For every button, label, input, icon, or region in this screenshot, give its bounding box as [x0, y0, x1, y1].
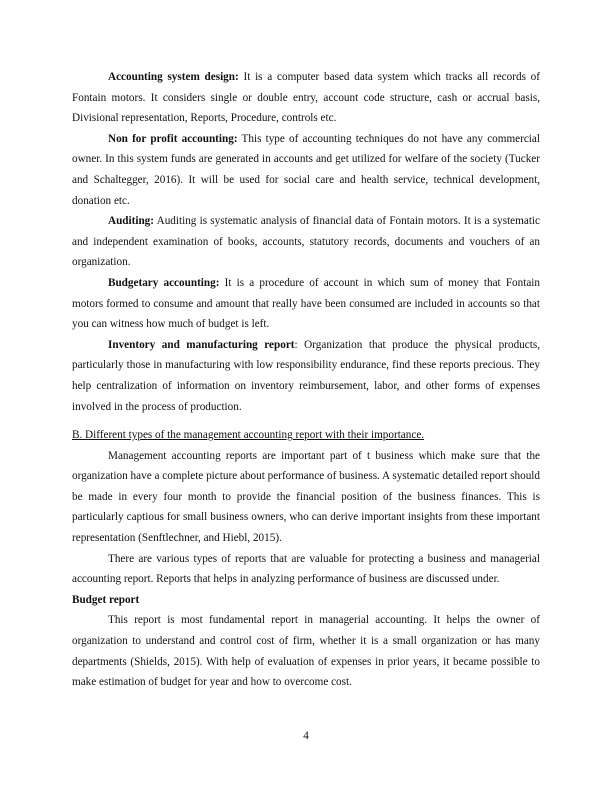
budget-report-paragraph: This report is most fundamental report in managerial accounting. It helps the owner of organization to understand and control cost of firm, whether it is a small organization or has many departments (Shields, 2015). With help of evaluation of expenses in prior years, it became possible to make estimation of budget for year and how to overcome cost.: [72, 614, 540, 689]
definition-text: This type of accounting techniques do not have any commercial owner. In this system funds are generated in accounts and get utilized for welfare of the society (Tucker and Schaltegger, 2016). It will be used for social care and health service, technical development, donation etc.: [72, 132, 540, 207]
section-b-paragraph: Management accounting reports are important part of t business which make sure that the organization have a complete picture about performance of business. A systematic detailed report should be made in every four month to provide the financial position of the business finances. This is particularly captious for small business owners, who can derive important insights from these important representation (Senftlechner, and Hiebl, 2015).: [72, 449, 540, 545]
document-page: [72, 67, 540, 693]
definition-budgetary-accounting: [72, 273, 540, 335]
definition-text: It is a computer based data system which tracks all records of Fontain motors. It considers single or double entry, account code structure, cash or accrual basis, Divisional representation, Reports, Procedure, controls etc.: [72, 71, 540, 125]
budget-report-heading: Budget report: [72, 593, 140, 606]
page-number: 4: [303, 730, 309, 742]
definition-inventory-manufacturing-report: [72, 335, 540, 417]
definition-text: It is a procedure of account in which sum of money that Fontain motors formed to consume and amount that really have been consumed are included in accounts so that you can witness how much of budget is left.: [72, 276, 541, 331]
definition-term: Accounting system design:: [108, 71, 239, 83]
section-b-heading: B. Different types of the management accounting report with their importance.: [72, 429, 425, 442]
definition-text: : Organization that produce the physical products, particularly those in manufacturing with low responsibility endurance, find these reports precious. They help centralization of information on inventory reimbursement, labor, and other forms of expenses involved in the process of production.: [72, 338, 540, 413]
definition-auditing: [72, 211, 540, 273]
definition-term: Auditing:: [108, 215, 155, 228]
section-b-paragraph: There are various types of reports that are valuable for protecting a business and managerial accounting report. Reports that helps in analyzing performance of business are discussed under.: [72, 552, 540, 586]
definition-non-for-profit-accounting: [72, 129, 540, 211]
definition-accounting-system-design: [72, 67, 540, 129]
definition-term: Inventory and manufacturing report: [108, 338, 295, 351]
definition-term: Budgetary accounting:: [108, 276, 220, 289]
definition-text: Auditing is systematic analysis of financial data of Fontain motors. It is a systematic and independent examination of books, accounts, statutory records, documents and vouchers of an organization.: [72, 215, 540, 269]
definition-term: Non for profit accounting:: [108, 132, 238, 145]
